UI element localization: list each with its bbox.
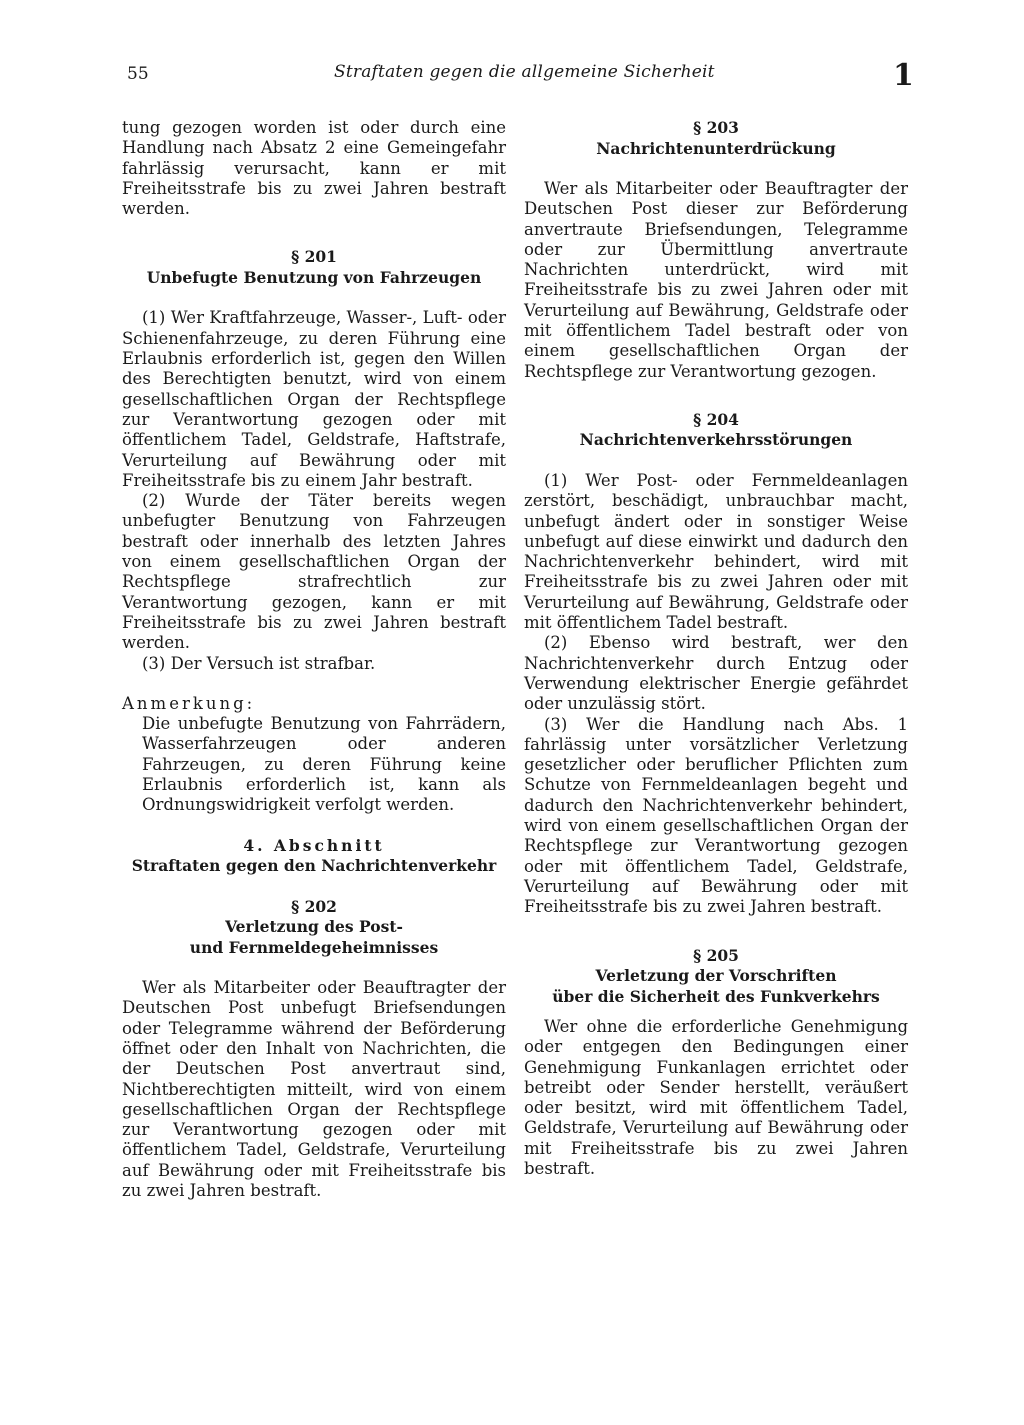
- section-202-paragraph: Wer als Mitarbeiter oder Beauftragter der Deutschen Post unbefugt Briefsendungen oder Telegramme während der Beförderung öffnet oder den Inhalt von Nachrichten, die der Deutschen Post anvertraut sind, Nichtberechtigten mitteilt, wird von einem gesellschaftlichen Organ der Rechtspflege zur Verantwortung gezogen oder mit öffentlichem Tadel, Geldstrafe, Verurteilung auf Bewährung oder mit Freiheitsstrafe bis zu zwei Jahren bestraft.: [122, 978, 506, 1201]
- section-205-title-line-2: über die Sicherheit des Funkverkehrs: [552, 986, 880, 1006]
- section-201-title: Unbefugte Benutzung von Fahrzeugen: [146, 267, 482, 287]
- section-4-label: 4. Abschnitt: [243, 835, 385, 855]
- section-205-number: § 205: [693, 945, 739, 965]
- section-204-paragraph-1: (1) Wer Post- oder Fernmeldeanlagen zerstört, beschädigt, unbrauchbar macht, unbefugt ändert oder in sonstiger Weise unbefugt auf diese einwirkt und dadurch den Nachrichtenverkehr behindert, wird mit Freiheitsstrafe bis zu zwei Jahren oder mit Verurteilung auf Bewährung, Geldstrafe oder mit öffentlichem Tadel bestraft.: [524, 470, 908, 633]
- section-202-number: § 202: [291, 896, 337, 916]
- section-204-paragraph-3: (3) Wer die Handlung nach Abs. 1 fahrlässig unter vorsätzlicher Verletzung gesetzlicher oder beruflicher Pflichten zum Schutze von Fernmeldeanlagen begeht und dadurch den Nachrichtenverkehr behindert, wird von einem gesellschaftlichen Organ der Rechtspflege zur Verantwortung gezogen oder mit öffentlichem Tadel, Geldstrafe, Verurteilung auf Bewährung oder mit Freiheitsstrafe bis zu zwei Jahren bestraft.: [524, 714, 908, 917]
- right-column: [524, 118, 908, 1179]
- section-204-paragraph-2: (2) Ebenso wird bestraft, wer den Nachrichtenverkehr durch Entzug oder Verwendung elektrischer Energie gefährdet oder unzulässig stört.: [524, 633, 908, 714]
- section-201-paragraph-1: (1) Wer Kraftfahrzeuge, Wasser-, Luft- oder Schienenfahrzeuge, zu deren Führung eine Erlaubnis erforderlich ist, gegen den Willen des Berechtigten benutzt, wird von einem gesellschaftlichen Organ der Rechtspflege zur Verantwortung gezogen oder mit öffentlichem Tadel, Geldstrafe, Haftstrafe, Verurteilung auf Bewährung oder mit Freiheitsstrafe bis zu einem Jahr bestraft.: [122, 308, 506, 490]
- section-201-paragraph-3: (3) Der Versuch ist strafbar.: [142, 653, 376, 673]
- left-column: [122, 118, 506, 1201]
- note-label: Anmerkung:: [122, 693, 256, 713]
- section-204-title: Nachrichtenverkehrsstörungen: [579, 430, 853, 450]
- section-202-title-line-1: Verletzung des Post-: [225, 917, 403, 937]
- section-4-title: Straftaten gegen den Nachrichtenverkehr: [131, 856, 497, 876]
- section-203-title: Nachrichtenunterdrückung: [596, 138, 836, 158]
- running-head: Straftaten gegen die allgemeine Sicherheit: [334, 62, 715, 82]
- section-201-number: § 201: [291, 247, 337, 267]
- section-202-title-line-2: und Fernmeldegeheimnisses: [189, 937, 439, 957]
- chapter-number: 1: [893, 58, 914, 93]
- note-text: Die unbefugte Benutzung von Fahrrädern, Wasserfahrzeugen oder anderen Fahrzeugen, zu deren Führung keine Erlaubnis erforderlich ist, kann als Ordnungswidrigkeit verfolgt werden.: [142, 714, 506, 815]
- section-205-title-line-1: Verletzung der Vorschriften: [595, 966, 837, 985]
- section-204-number: § 204: [693, 409, 739, 429]
- section-201-paragraph-2: (2) Wurde der Täter bereits wegen unbefugter Benutzung von Fahrzeugen bestraft oder innerhalb des letzten Jahres von einem gesellschaftlichen Organ der Rechtspflege strafrechtlich zur Verantwortung gezogen, kann er mit Freiheitsstrafe bis zu zwei Jahren bestraft werden.: [122, 491, 506, 653]
- intro-paragraph: tung gezogen worden ist oder durch eine Handlung nach Absatz 2 eine Gemeingefahr fahrlässig verursacht, kann er mit Freiheitsstrafe bis zu zwei Jahren bestraft werden.: [122, 118, 506, 219]
- section-203-paragraph: Wer als Mitarbeiter oder Beauftragter der Deutschen Post dieser zur Beförderung anvertraute Briefsendungen, Telegramme oder zur Übermittlung anvertraute Nachrichten unterdrückt, wird mit Freiheitsstrafe bis zu zwei Jahren oder mit Verurteilung auf Bewährung, Geldstrafe oder mit öffentlichem Tadel bestraft oder von einem gesellschaftlichen Organ der Rechtspflege zur Verantwortung gezogen.: [524, 179, 908, 381]
- section-205-paragraph: Wer ohne die erforderliche Genehmigung oder entgegen den Bedingungen einer Genehmigung Funkanlagen errichtet oder betreibt oder Sender herstellt, veräußert oder besitzt, wird mit öffentlichem Tadel, Geldstrafe, Verurteilung auf Bewährung oder mit Freiheitsstrafe bis zu zwei Jahren bestraft.: [524, 1017, 908, 1179]
- page-number: 55: [127, 64, 149, 84]
- section-203-number: § 203: [693, 118, 739, 137]
